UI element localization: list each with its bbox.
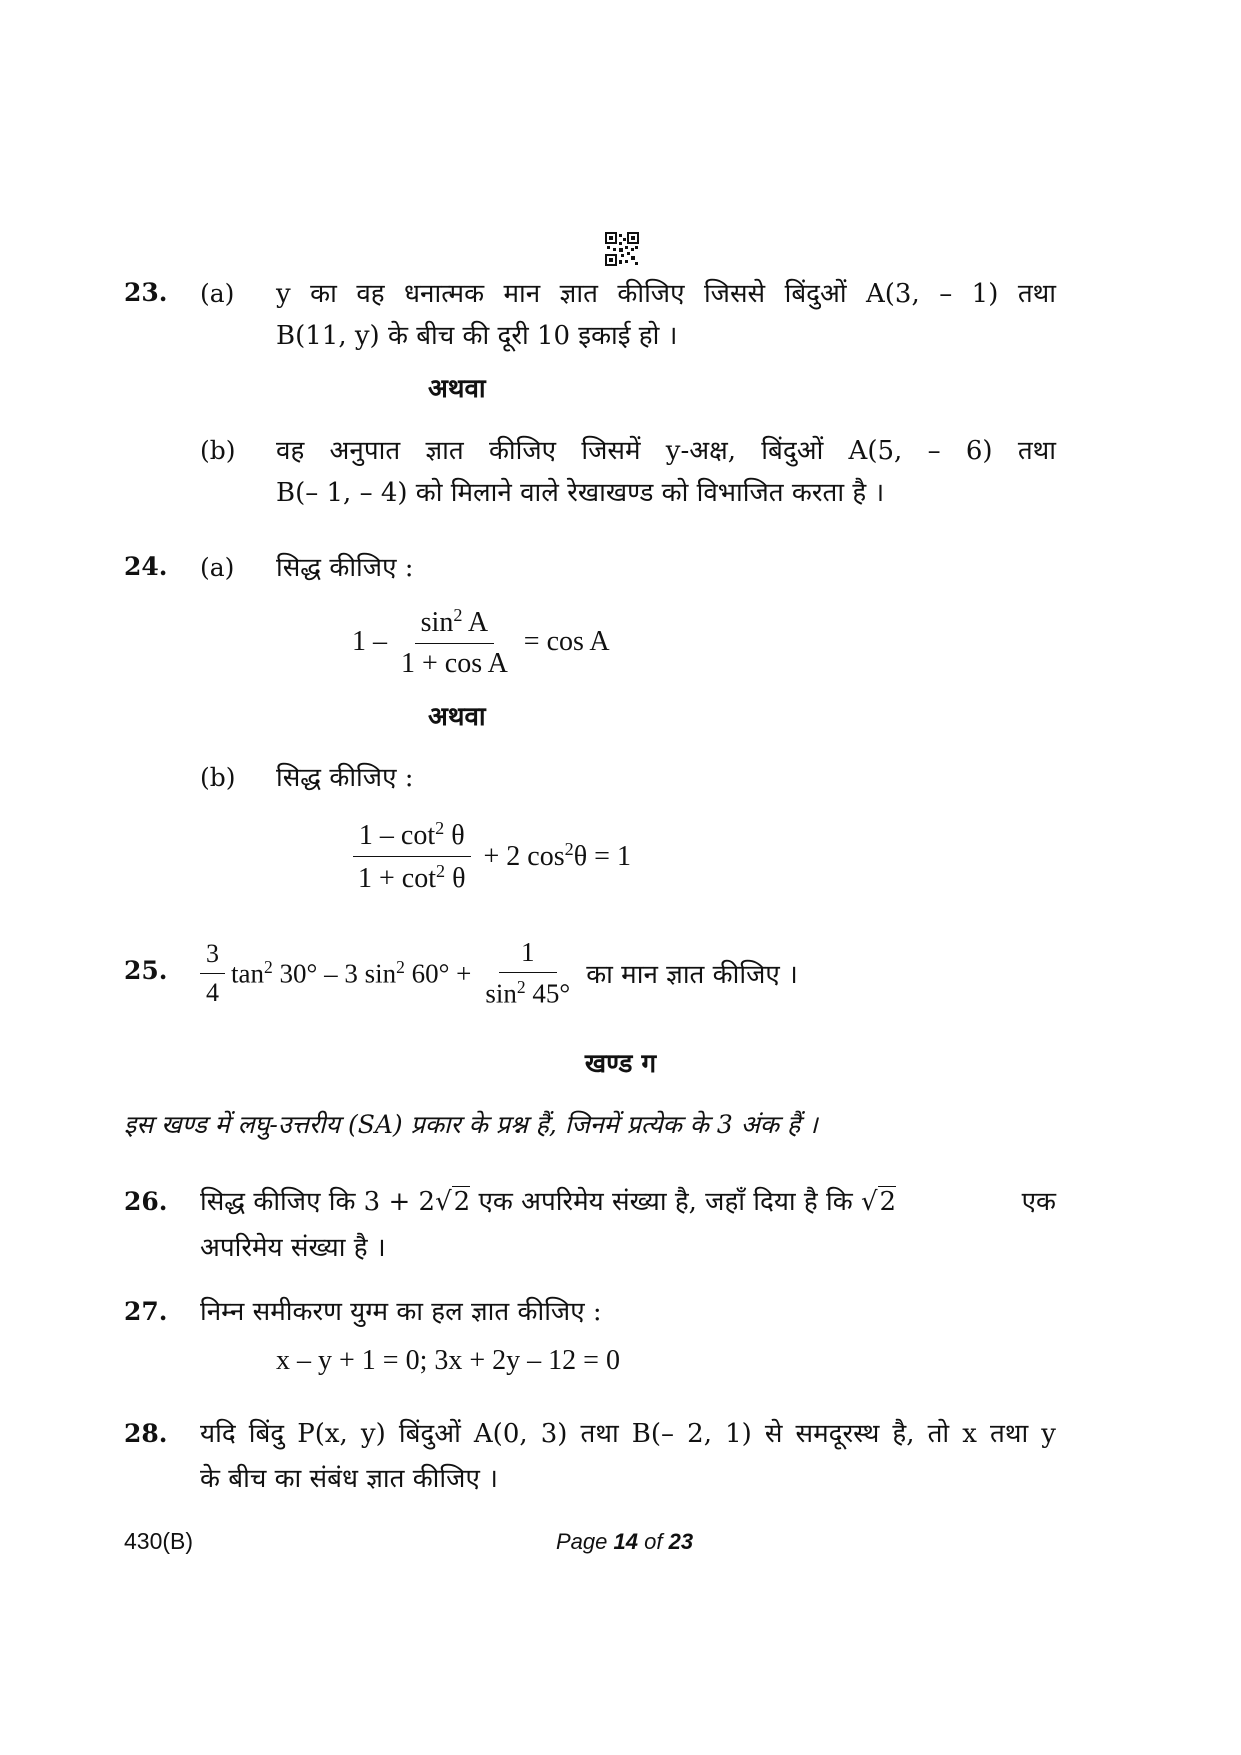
- q23-part-a-text-line1: y का वह धनात्मक मान ज्ञात कीजिए जिससे बिंदुओं A(3, – 1) तथा: [276, 279, 1056, 309]
- q25-text: का मान ज्ञात कीजिए ।: [586, 960, 798, 990]
- of-word: of: [644, 1529, 663, 1554]
- q24-part-a-instruction: सिद्ध कीजिए :: [276, 553, 414, 583]
- fraction-three-quarters: [200, 939, 225, 1008]
- sin-tail: 60° +: [404, 958, 472, 989]
- sqrt-symbol-2: √: [860, 1187, 878, 1217]
- rhs-exponent: 2: [564, 839, 574, 859]
- page-total: 23: [668, 1529, 694, 1554]
- fraction-denominator: [479, 973, 576, 1010]
- q24-or-divider: अथवा: [428, 702, 486, 732]
- equation-rhs: [484, 839, 631, 873]
- fraction-numerator: [415, 605, 494, 644]
- tan-exponent: 2: [264, 956, 273, 977]
- numerator-exponent: 2: [453, 604, 463, 625]
- fraction-numerator: [353, 818, 471, 857]
- q26-segment-1: [200, 1182, 896, 1222]
- question-number-26: 26.: [124, 1187, 168, 1216]
- page-indicator: [556, 1529, 693, 1555]
- numerator-tail: θ: [444, 819, 465, 851]
- q25-expression: [200, 930, 798, 1016]
- fraction-numerator: 1: [499, 937, 557, 973]
- q23-or-divider: अथवा: [428, 374, 486, 404]
- fraction-denominator: 1 + cos A: [401, 647, 508, 679]
- q23-part-a-label: (a): [200, 279, 235, 308]
- question-number-28: 28.: [124, 1419, 168, 1448]
- sqrt-radicand: 2: [453, 1187, 471, 1217]
- q24-part-b-equation: [352, 812, 631, 900]
- tan-term: tan: [231, 958, 264, 989]
- sin-exponent: 2: [396, 956, 405, 977]
- fraction-denominator: 4: [206, 977, 219, 1007]
- rhs-base: + 2 cos: [483, 841, 565, 872]
- q24-part-b-label: (b): [200, 763, 236, 792]
- sqrt-symbol: √: [435, 1187, 452, 1217]
- numerator-base: 1 – cot: [358, 819, 436, 851]
- q23-part-b-text-line2: B(– 1, – 4) को मिलाने वाले रेखाखण्ड को विभाजित करता है ।: [276, 478, 885, 508]
- equation-fraction: [395, 605, 514, 680]
- rhs-tail: θ = 1: [573, 841, 631, 872]
- section-title: खण्ड ग: [584, 1049, 657, 1079]
- question-number-24: 24.: [124, 552, 168, 581]
- equation-fraction: [352, 818, 472, 895]
- page-number: 14: [613, 1529, 638, 1554]
- q26-text-line1: [200, 1182, 1056, 1222]
- fraction-one-over-sin: [479, 937, 576, 1010]
- numerator-tail: A: [462, 606, 489, 638]
- fraction-denominator: [352, 857, 472, 895]
- q23-part-b-text-line1: वह अनुपात ज्ञात कीजिए जिसमें y-अक्ष, बिंदुओं A(5, – 6) तथा: [276, 436, 1056, 466]
- page-word: Page: [556, 1529, 608, 1554]
- question-number-25: 25.: [124, 956, 168, 985]
- q26-text-start: सिद्ध कीजिए कि 3 + 2: [200, 1187, 436, 1217]
- q24-part-a-label: (a): [200, 553, 235, 582]
- q26-text-line2: अपरिमेय संख्या है ।: [200, 1233, 386, 1263]
- numerator-exponent: 2: [435, 817, 445, 838]
- fraction-numerator: 3: [200, 939, 225, 974]
- q24-part-b-instruction: सिद्ध कीजिए :: [276, 763, 414, 793]
- denominator-tail: θ: [445, 862, 466, 894]
- denominator-exponent: 2: [436, 860, 446, 881]
- paper-code: 430(B): [124, 1528, 194, 1554]
- qr-code-icon: [605, 232, 639, 266]
- denominator-tail: 45°: [525, 978, 571, 1009]
- denominator-exponent: 2: [516, 976, 526, 997]
- q24-part-a-equation: [352, 602, 610, 682]
- tan-tail: 30° – 3 sin: [272, 958, 397, 989]
- q23-part-a-text-line2: B(11, y) के बीच की दूरी 10 इकाई हो ।: [276, 321, 678, 351]
- section-note: इस खण्ड में लघु-उत्तरीय (SA) प्रकार के प्रश्न हैं, जिनमें प्रत्येक के 3 अंक हैं ।: [124, 1110, 818, 1139]
- sqrt-radicand-2: 2: [879, 1187, 897, 1217]
- q26-text-middle: एक अपरिमेय संख्या है, जहाँ दिया है कि: [470, 1187, 861, 1217]
- q28-text-line2: के बीच का संबंध ज्ञात कीजिए ।: [200, 1464, 498, 1494]
- q28-text-line1: यदि बिंदु P(x, y) बिंदुओं A(0, 3) तथा B(– 2, 1) से समदूरस्थ है, तो x तथा y: [200, 1419, 1056, 1449]
- question-number-27: 27.: [124, 1297, 168, 1326]
- denominator-base: sin: [485, 978, 517, 1009]
- numerator-base: sin: [420, 606, 454, 638]
- q27-equations: x – y + 1 = 0; 3x + 2y – 12 = 0: [276, 1345, 620, 1376]
- q26-text-end: एक: [1021, 1187, 1056, 1217]
- q27-text: निम्न समीकरण युग्म का हल ज्ञात कीजिए :: [200, 1297, 602, 1327]
- equation-rhs: = cos A: [523, 626, 610, 657]
- denominator-base: 1 + cot: [358, 862, 436, 894]
- expression-middle: [231, 957, 471, 990]
- q23-part-b-label: (b): [200, 436, 236, 465]
- question-number-23: 23.: [124, 278, 168, 307]
- equation-lhs-lead: 1 –: [352, 626, 387, 657]
